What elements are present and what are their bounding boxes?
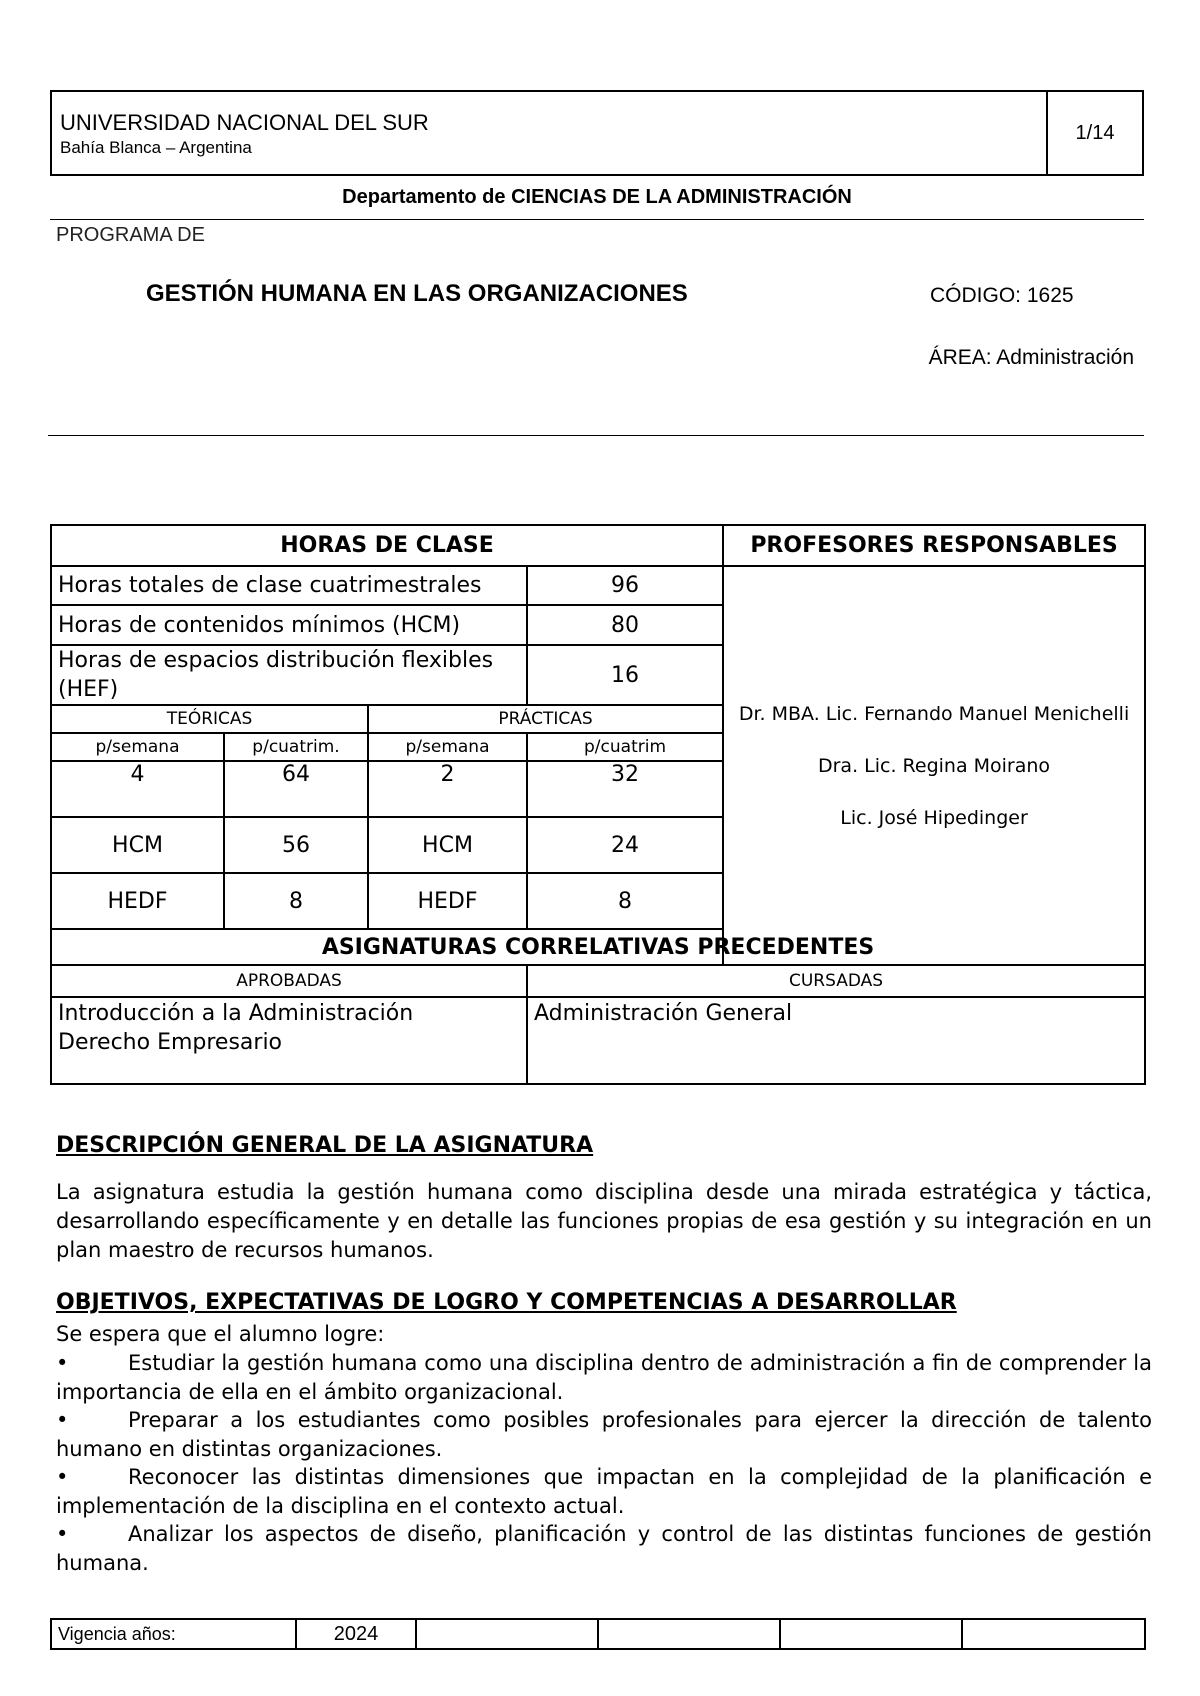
description-heading: DESCRIPCIÓN GENERAL DE LA ASIGNATURA [56, 1133, 594, 1158]
bullet-icon: • [56, 1408, 69, 1432]
divider-line [50, 219, 1144, 220]
per-term-heading: p/cuatrim. [224, 733, 368, 761]
subject-item: Administración General [534, 1001, 793, 1026]
professors-heading: PROFESORES RESPONSABLES [723, 525, 1145, 566]
hours-grid-cell: 32 [527, 761, 723, 817]
university-name: UNIVERSIDAD NACIONAL DEL SUR [60, 110, 429, 135]
validity-year: 2024 [296, 1619, 416, 1649]
validity-empty-cell [416, 1619, 598, 1649]
approved-subjects [51, 997, 527, 1084]
objectives-intro: Se espera que el alumno logre: [56, 1322, 385, 1346]
validity-table [50, 1618, 1146, 1650]
hours-grid-cell: 64 [224, 761, 368, 817]
hours-row-value: 80 [527, 605, 723, 645]
subject-item: Derecho Empresario [58, 1030, 283, 1055]
objective-text: Estudiar la gestión humana como una disciplina dentro de administración a fin de comprender la importancia de ella en el ámbito organizacional. [56, 1351, 1152, 1404]
course-title: GESTIÓN HUMANA EN LAS ORGANIZACIONES [146, 280, 688, 307]
attended-subjects [527, 997, 1145, 1084]
hours-row-label: Horas de espacios distribución flexibles (HEF) [51, 645, 527, 705]
attended-heading: CURSADAS [527, 965, 1145, 997]
professor-name: Lic. José Hipedinger [840, 806, 1028, 829]
course-info-table [50, 524, 1146, 1085]
program-label: PROGRAMA DE [56, 224, 205, 246]
objective-text: Reconocer las distintas dimensiones que impactan en la complejidad de la planificación e implementación de la disciplina en el contexto actual. [56, 1465, 1152, 1518]
hours-row-label: Horas de contenidos mínimos (HCM) [51, 605, 527, 645]
hours-grid-cell: HEDF [368, 873, 527, 929]
hours-grid-cell: 8 [224, 873, 368, 929]
hours-grid-cell: 2 [368, 761, 527, 817]
objective-text: Analizar los aspectos de diseño, planificación y control de las distintas funciones de gestión humana. [56, 1522, 1152, 1575]
hours-grid-cell: HCM [368, 817, 527, 873]
objectives-list [56, 1349, 1152, 1577]
bullet-icon: • [56, 1351, 69, 1375]
professors-cell [723, 566, 1145, 965]
hours-heading: HORAS DE CLASE [51, 525, 723, 566]
professor-name: Dra. Lic. Regina Moirano [817, 754, 1051, 777]
objective-text: Preparar a los estudiantes como posibles profesionales para ejercer la dirección de talento humano en distintas organizaciones. [56, 1408, 1152, 1461]
validity-empty-cell [962, 1619, 1145, 1649]
hours-row-label: Horas totales de clase cuatrimestrales [51, 566, 527, 605]
objective-item [56, 1520, 1152, 1577]
hours-grid-cell: 56 [224, 817, 368, 873]
validity-empty-cell [780, 1619, 962, 1649]
approved-heading: APROBADAS [51, 965, 527, 997]
objective-item [56, 1406, 1152, 1463]
objective-item [56, 1463, 1152, 1520]
validity-empty-cell [598, 1619, 780, 1649]
department-title: Departamento de CIENCIAS DE LA ADMINISTRACIÓN [342, 186, 852, 208]
hours-grid-cell: HCM [51, 817, 224, 873]
correlatives-heading: ASIGNATURAS CORRELATIVAS PRECEDENTES [51, 929, 1145, 965]
course-area: ÁREA: Administración [928, 346, 1134, 369]
hours-grid-cell: 4 [51, 761, 224, 817]
page-number: 1/14 [1075, 121, 1115, 144]
university-city: Bahía Blanca – Argentina [60, 138, 252, 157]
professor-name: Dr. MBA. Lic. Fernando Manuel Menichelli [738, 702, 1130, 725]
per-week-heading: p/semana [368, 733, 527, 761]
bullet-icon: • [56, 1465, 69, 1489]
per-week-heading: p/semana [51, 733, 224, 761]
divider-line [48, 435, 1144, 436]
description-text: La asignatura estudia la gestión humana como disciplina desde una mirada estratégica y táctica, desarrollando específicamente y en detalle las funciones propias de esa gestión y su integración en un plan maestro de recursos humanos. [56, 1180, 1152, 1262]
subject-item: Introducción a la Administración [58, 1001, 414, 1026]
per-term-heading: p/cuatrim [527, 733, 723, 761]
hours-grid-cell: 24 [527, 817, 723, 873]
course-code: CÓDIGO: 1625 [930, 284, 1074, 307]
hours-row-value: 16 [527, 645, 723, 705]
objective-item [56, 1349, 1152, 1406]
validity-label: Vigencia años: [51, 1619, 296, 1649]
bullet-icon: • [56, 1522, 69, 1546]
objectives-heading: OBJETIVOS, EXPECTATIVAS DE LOGRO Y COMPETENCIAS A DESARROLLAR [56, 1290, 957, 1315]
practice-heading: PRÁCTICAS [368, 705, 723, 733]
theory-heading: TEÓRICAS [51, 705, 368, 733]
hours-grid-cell: 8 [527, 873, 723, 929]
hours-row-value: 96 [527, 566, 723, 605]
hours-grid-cell: HEDF [51, 873, 224, 929]
header-box [50, 90, 1144, 176]
